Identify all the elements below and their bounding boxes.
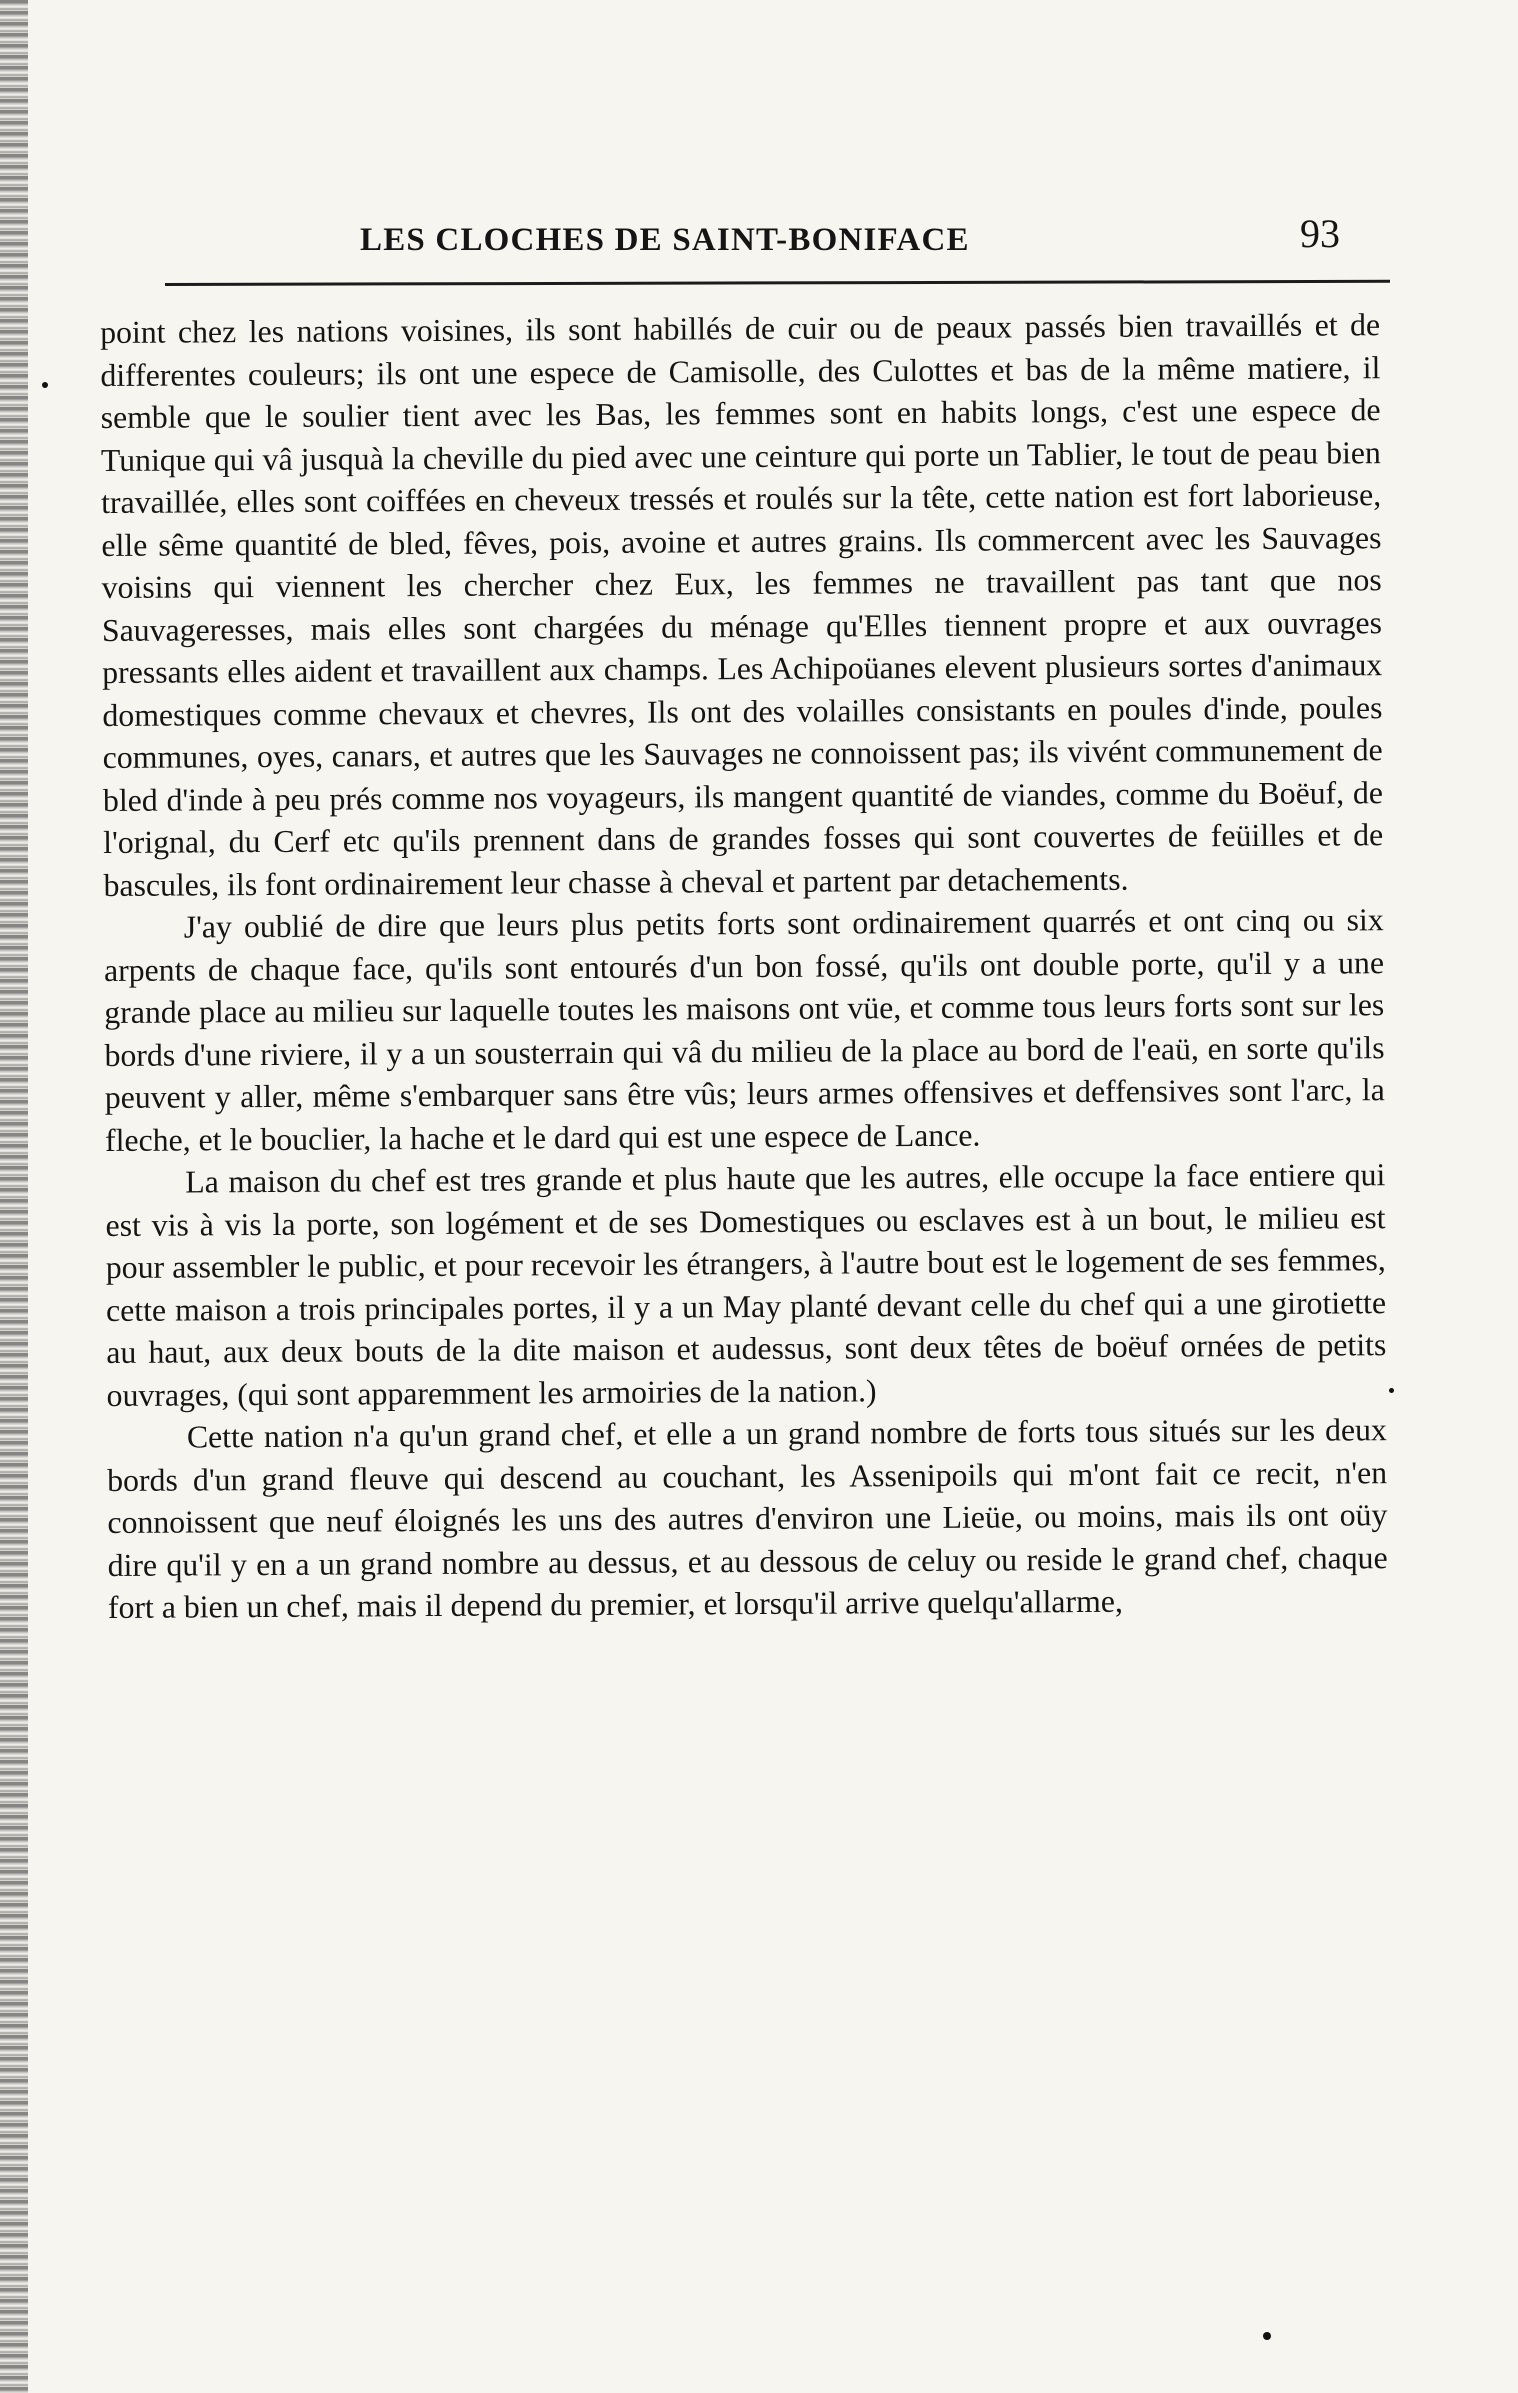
- running-title: LES CLOCHES DE SAINT-BONIFACE: [360, 222, 970, 258]
- paragraph-2: J'ay oublié de dire que leurs plus petits forts sont ordinairement quarrés et ont cinq ou six arpents de chaque face, qu'ils sont entourés d'un bon fossé, qu'ils ont double porte, qu'il y a une grande place au milieu sur laquelle toutes les maisons ont vüe, et comme tous leurs forts sont sur les bords d'une riviere, il y a un sousterrain qui vâ du milieu de la place au bord de l'eaü, en sorte qu'ils peuvent y aller, même s'embarquer sans être vûs; leurs armes offensives et deffensives sont l'arc, la fleche, et le bouclier, la hache et le dard qui est une espece de Lance.: [103, 902, 1385, 1158]
- body-text: [100, 304, 1388, 1629]
- page-number: 93: [1300, 211, 1340, 256]
- paragraph-4: Cette nation n'a qu'un grand chef, et elle a un grand nombre de forts tous situés sur les deux bords d'un grand fleuve qui descend au couchant, les Assenipoils qui m'ont fait ce recit, n'en connoissent que neuf éloignés les uns des autres d'environ une Lieüe, ou moins, mais ils ont oüy dire qu'il y en a un grand nombre au dessus, et au dessous de celuy ou reside le grand chef, chaque fort a bien un chef, mais il depend du premier, et lorsqu'il arrive quelqu'allarme,: [107, 1412, 1388, 1625]
- running-header: [360, 210, 1340, 270]
- scanned-page-edge: [0, 0, 28, 2393]
- paragraph-3: La maison du chef est tres grande et plus haute que les autres, elle occupe la face entiere qui est vis à vis la porte, son logément et de ses Domestiques ou esclaves est à un bout, le milieu est pour assembler le public, et pour recevoir les étrangers, à l'autre bout est le logement de ses femmes, cette maison a trois principales portes, il y a un May planté devant celle du chef qui a une girotiette au haut, aux deux bouts de la dite maison et audessus, sont deux têtes de boëuf ornées de petits ouvrages, (qui sont apparemment les armoiries de la nation.): [105, 1157, 1387, 1413]
- ink-speck: [1389, 1388, 1394, 1393]
- paragraph-1: point chez les nations voisines, ils sont habillés de cuir ou de peaux passés bien travaillés et de differentes couleurs; ils ont une espece de Camisolle, des Culottes et bas de la même matiere, il semble que le soulier tient avec les Bas, les femmes sont en habits longs, c'est une espece de Tunique qui vâ jusquà la cheville du pied avec une ceinture qui porte un Tablier, le tout de peau bien travaillée, elles sont coiffées en cheveux tressés et roulés sur la tête, cette nation est fort laborieuse, elle sême quantité de bled, fêves, pois, avoine et autres grains. Ils commercent avec les Sauvages voisins qui viennent les chercher chez Eux, les femmes ne travaillent pas tant que nos Sauvageresses, mais elles sont chargées du ménage qu'Elles tiennent propre et aux ouvrages pressants elles aident et travaillent aux champs. Les Achipoüanes elevent plusieurs sortes d'animaux domestiques comme chevaux et chevres, Ils ont des volailles consistants en poules d'inde, poules communes, oyes, canars, et autres que les Sauvages ne connoissent pas; ils vivént communement de bled d'inde à peu prés comme nos voyageurs, ils mangent quantité de viandes, comme du Boëuf, de l'orignal, du Cerf etc qu'ils prennent dans de grandes fosses qui sont couvertes de feüilles et de bascules, ils font ordinairement leur chasse à cheval et partent par detachements.: [100, 307, 1384, 903]
- ink-speck: [1263, 2332, 1271, 2340]
- ink-speck: [42, 382, 48, 388]
- header-rule: [165, 280, 1390, 286]
